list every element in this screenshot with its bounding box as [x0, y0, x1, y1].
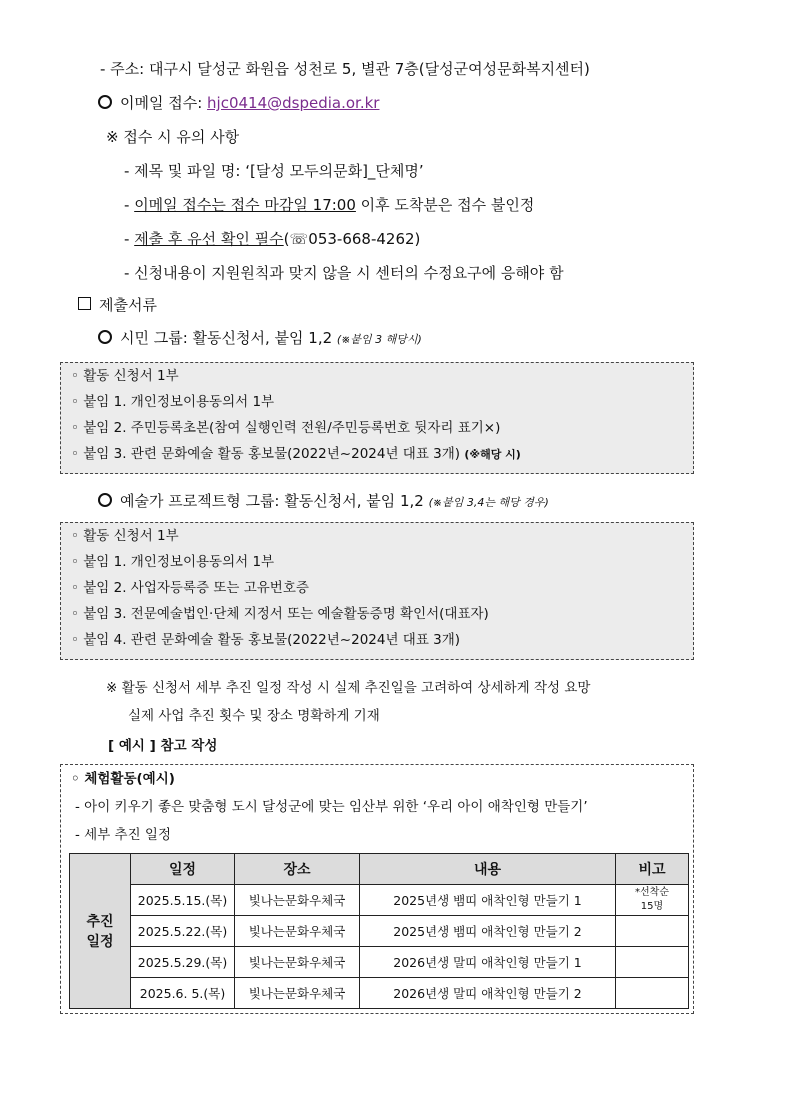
side-label-line-1: 추진 — [86, 914, 114, 930]
example-heading: [ 예시 ] 참고 작성 — [108, 738, 218, 754]
column-header: 비고 — [616, 854, 689, 885]
place-cell: 빛나는문화우체국 — [235, 916, 360, 947]
table-row — [70, 916, 689, 947]
list-item: ◦ 붙임 3. 전문예술법인·단체 지정서 또는 예술활동증명 확인서(대표자) — [71, 606, 489, 622]
table-header-row — [70, 854, 689, 885]
notice-3-prefix: - — [124, 230, 135, 248]
note-line-2: 15명 — [640, 901, 664, 912]
list-item: ◦ 붙임 2. 사업자등록증 또는 고유번호증 — [71, 580, 309, 596]
note-line-1: *선착순 — [635, 887, 669, 898]
note-cell — [616, 885, 689, 916]
schedule-table — [69, 853, 689, 1009]
artist-group-label: 예술가 프로젝트형 그룹: 활동신청서, 붙임 1,2 — [120, 492, 429, 510]
list-item-bold-note: (※해당 시) — [464, 448, 521, 461]
example-title: ◦ 체험활동(예시) — [71, 771, 175, 787]
remark-line-1: ※ 활동 신청서 세부 추진 일정 작성 시 실제 추진일을 고려하여 상세하게 작성 요망 — [106, 680, 591, 696]
citizen-group-note: (※붙임 3 해당시) — [336, 333, 422, 346]
content-cell: 2026년생 말띠 애착인형 만들기 2 — [360, 978, 616, 1009]
note-cell — [616, 916, 689, 947]
date-cell: 2025.5.22.(목) — [131, 916, 235, 947]
docs-heading — [78, 294, 157, 315]
place-cell: 빛나는문화우체국 — [235, 947, 360, 978]
place-cell: 빛나는문화우체국 — [235, 978, 360, 1009]
example-box — [60, 764, 694, 1014]
artist-docs-box — [60, 522, 694, 660]
table-row — [70, 885, 689, 916]
note-cell — [616, 947, 689, 978]
email-link[interactable]: hjc0414@dspedia.or.kr — [207, 94, 380, 112]
circle-bullet-icon — [98, 330, 112, 344]
column-header: 일정 — [131, 854, 235, 885]
date-cell: 2025.5.15.(목) — [131, 885, 235, 916]
remark-line-2: 실제 사업 추진 횟수 및 장소 명확하게 기재 — [128, 708, 380, 724]
list-item — [61, 441, 693, 467]
example-detail-label: - 세부 추진 일정 — [75, 827, 171, 843]
artist-group-line — [98, 490, 549, 511]
notice-title: ※ 접수 시 유의 사항 — [106, 128, 240, 146]
list-item: ◦ 활동 신청서 1부 — [71, 368, 179, 384]
column-header: 내용 — [360, 854, 616, 885]
circle-bullet-icon — [98, 95, 112, 109]
circle-bullet-icon — [98, 493, 112, 507]
content-cell: 2025년생 뱀띠 애착인형 만들기 2 — [360, 916, 616, 947]
notice-item-2 — [124, 194, 534, 215]
place-cell: 빛나는문화우체국 — [235, 885, 360, 916]
notice-3-suffix: (☏053-668-4262) — [283, 230, 421, 248]
list-item: ◦ 붙임 2. 주민등록초본(참여 실행인력 전원/주민등록번호 뒷자리 표기×) — [71, 420, 501, 436]
example-description: - 아이 키우기 좋은 맞춤형 도시 달성군에 맞는 임산부 위한 ‘우리 아이 애착인형 만들기’ — [75, 799, 588, 815]
list-item-text: ◦ 붙임 3. 관련 문화예술 활동 홍보물(2022년~2024년 대표 3개) — [71, 446, 465, 462]
date-cell: 2025.6. 5.(목) — [131, 978, 235, 1009]
citizen-group-line — [98, 327, 422, 348]
content-cell: 2025년생 뱀띠 애착인형 만들기 1 — [360, 885, 616, 916]
square-bullet-icon — [78, 297, 91, 310]
notice-3-underline: 제출 후 유선 확인 필수 — [134, 230, 284, 248]
date-cell: 2025.5.29.(목) — [131, 947, 235, 978]
list-item: ◦ 붙임 1. 개인정보이용동의서 1부 — [71, 554, 275, 570]
email-label: 이메일 접수: — [120, 94, 208, 112]
notice-item-4: - 신청내용이 지원원칙과 맞지 않을 시 센터의 수정요구에 응해야 함 — [124, 264, 564, 282]
table-row — [70, 978, 689, 1009]
content-cell: 2026년생 말띠 애착인형 만들기 1 — [360, 947, 616, 978]
notice-2-underline: 이메일 접수는 접수 마감일 17:00 — [134, 196, 356, 214]
notice-item-1: - 제목 및 파일 명: ‘[달성 모두의문화]_단체명’ — [124, 162, 424, 180]
list-item: ◦ 활동 신청서 1부 — [71, 528, 179, 544]
citizen-docs-box — [60, 362, 694, 474]
docs-heading-label: 제출서류 — [99, 296, 157, 314]
side-label-line-2: 일정 — [86, 934, 114, 950]
list-item: ◦ 붙임 1. 개인정보이용동의서 1부 — [71, 394, 275, 410]
column-header: 장소 — [235, 854, 360, 885]
address-line: - 주소: 대구시 달성군 화원읍 성천로 5, 별관 7층(달성군여성문화복지센터) — [100, 60, 590, 78]
notice-2-prefix: - — [124, 196, 135, 214]
side-label — [70, 854, 131, 1009]
notice-2-suffix: 이후 도착분은 접수 불인정 — [355, 196, 535, 214]
list-item: ◦ 붙임 4. 관련 문화예술 활동 홍보물(2022년~2024년 대표 3개) — [71, 632, 461, 648]
citizen-group-label: 시민 그룹: 활동신청서, 붙임 1,2 — [120, 329, 337, 347]
notice-item-3 — [124, 228, 420, 249]
table-row — [70, 947, 689, 978]
artist-group-note: (※붙임 3,4는 해당 경우) — [428, 496, 549, 509]
note-cell — [616, 978, 689, 1009]
email-line — [98, 92, 379, 113]
